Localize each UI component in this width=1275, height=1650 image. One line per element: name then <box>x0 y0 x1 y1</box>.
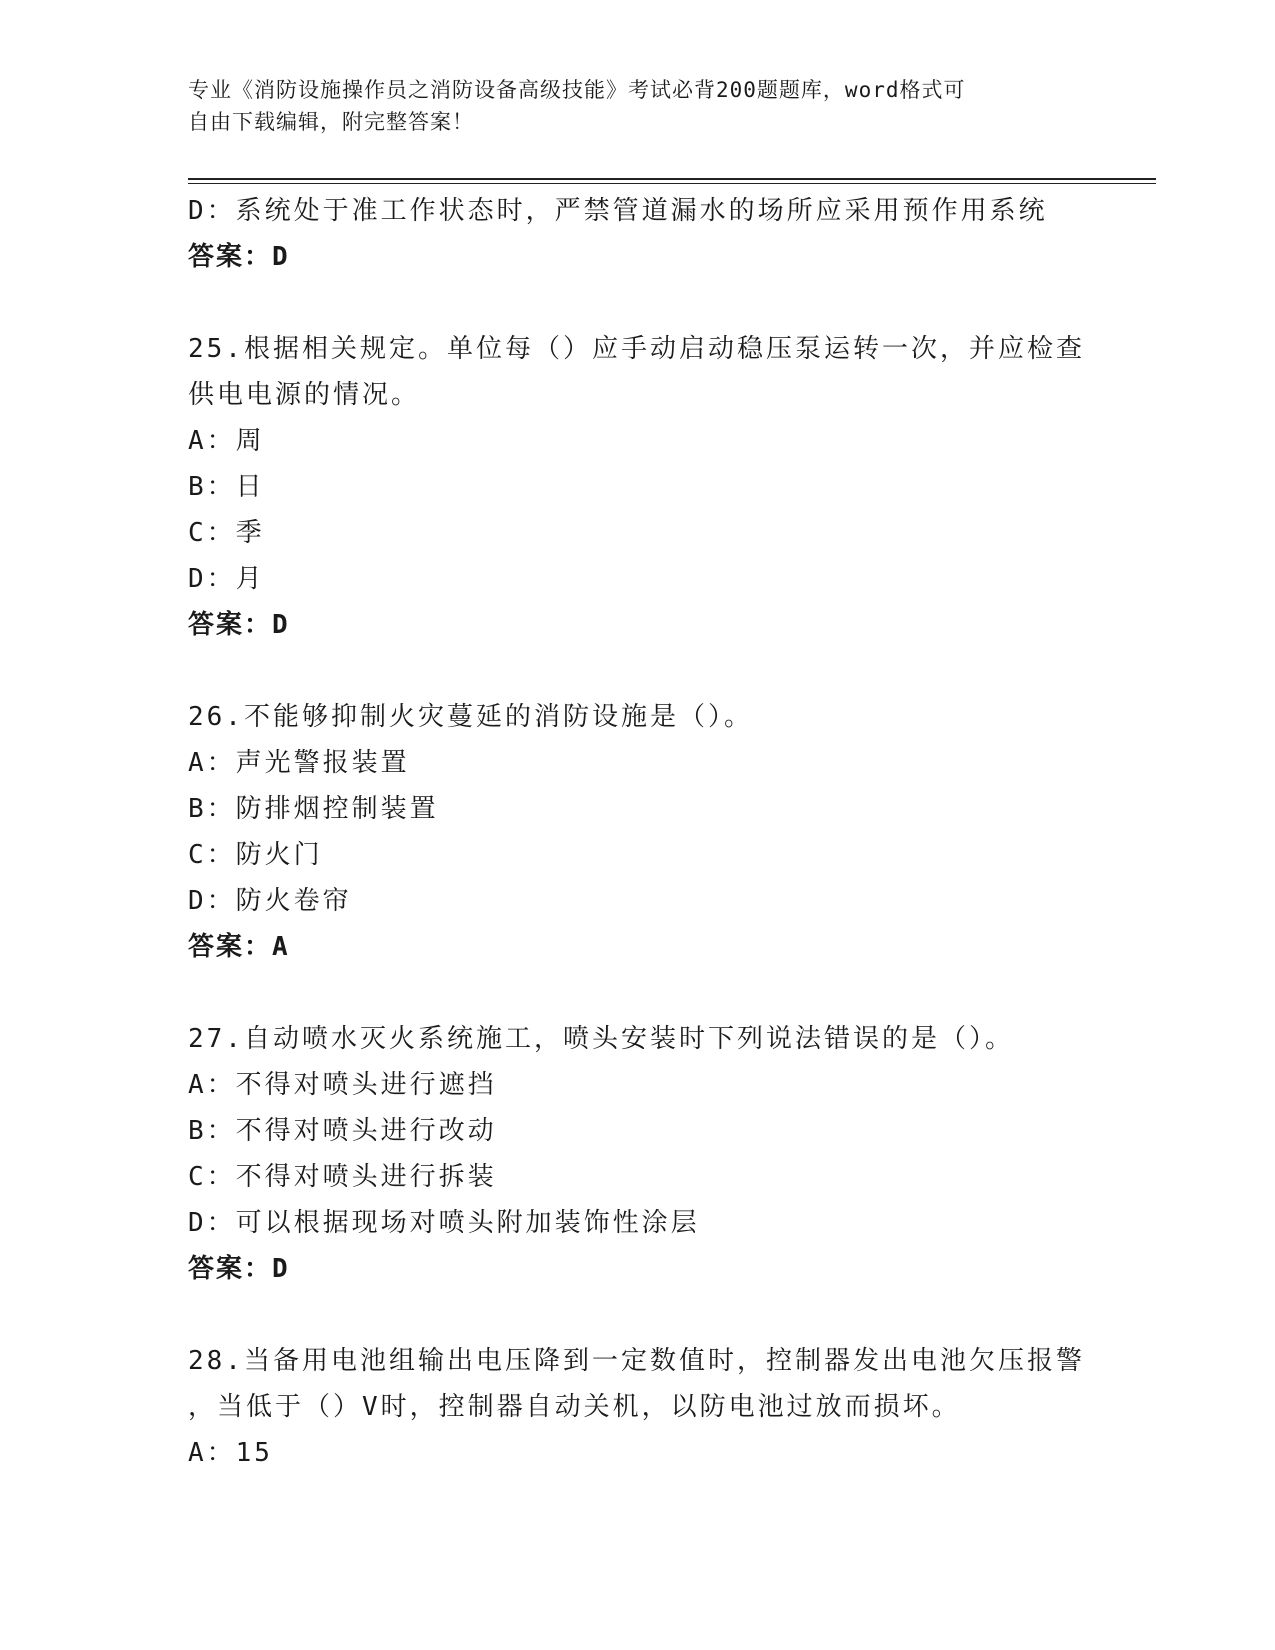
question-25 <box>188 326 1088 648</box>
header-divider-thin <box>188 183 1156 184</box>
option-c: C：不得对喷头进行拆装 <box>188 1162 497 1192</box>
question-stem: 27.自动喷水灭火系统施工，喷头安装时下列说法错误的是（）。 <box>188 1024 1014 1054</box>
option-a: A：周 <box>188 426 265 456</box>
question-stem: 28.当备用电池组输出电压降到一定数值时，控制器发出电池欠压报警 <box>188 1346 1085 1376</box>
question-27 <box>188 1016 1088 1292</box>
option-d: D：月 <box>188 564 265 594</box>
prev-answer: 答案：D <box>188 242 290 272</box>
spacer <box>188 648 1088 694</box>
question-stem: ，当低于（）V时，控制器自动关机，以防电池过放而损坏。 <box>188 1392 961 1422</box>
question-stem: 供电电源的情况。 <box>188 380 421 410</box>
document-body <box>188 188 1088 1476</box>
question-28 <box>188 1338 1088 1476</box>
option-d: D：防火卷帘 <box>188 886 352 916</box>
option-b: B：日 <box>188 472 265 502</box>
header-divider-thick <box>188 178 1156 180</box>
option-b: B：防排烟控制装置 <box>188 794 439 824</box>
document-header <box>188 74 1088 138</box>
option-d: D：可以根据现场对喷头附加装饰性涂层 <box>188 1208 700 1238</box>
spacer <box>188 1292 1088 1338</box>
option-a: A：15 <box>188 1438 273 1468</box>
option-a: A：声光警报装置 <box>188 748 410 778</box>
answer: 答案：D <box>188 610 290 640</box>
option-c: C：防火门 <box>188 840 323 870</box>
header-line-2: 自由下载编辑，附完整答案！ <box>188 110 474 134</box>
question-stem: 25.根据相关规定。单位每（）应手动启动稳压泵运转一次，并应检查 <box>188 334 1085 364</box>
prev-option-d: D：系统处于准工作状态时，严禁管道漏水的场所应采用预作用系统 <box>188 196 1048 226</box>
option-a: A：不得对喷头进行遮挡 <box>188 1070 497 1100</box>
question-26 <box>188 694 1088 970</box>
answer: 答案：D <box>188 1254 290 1284</box>
spacer <box>188 970 1088 1016</box>
option-c: C：季 <box>188 518 265 548</box>
spacer <box>188 280 1088 326</box>
header-line-1: 专业《消防设施操作员之消防设备高级技能》考试必背200题题库，word格式可 <box>188 78 966 102</box>
answer: 答案：A <box>188 932 290 962</box>
question-stem: 26.不能够抑制火灾蔓延的消防设施是（）。 <box>188 702 753 732</box>
option-b: B：不得对喷头进行改动 <box>188 1116 497 1146</box>
